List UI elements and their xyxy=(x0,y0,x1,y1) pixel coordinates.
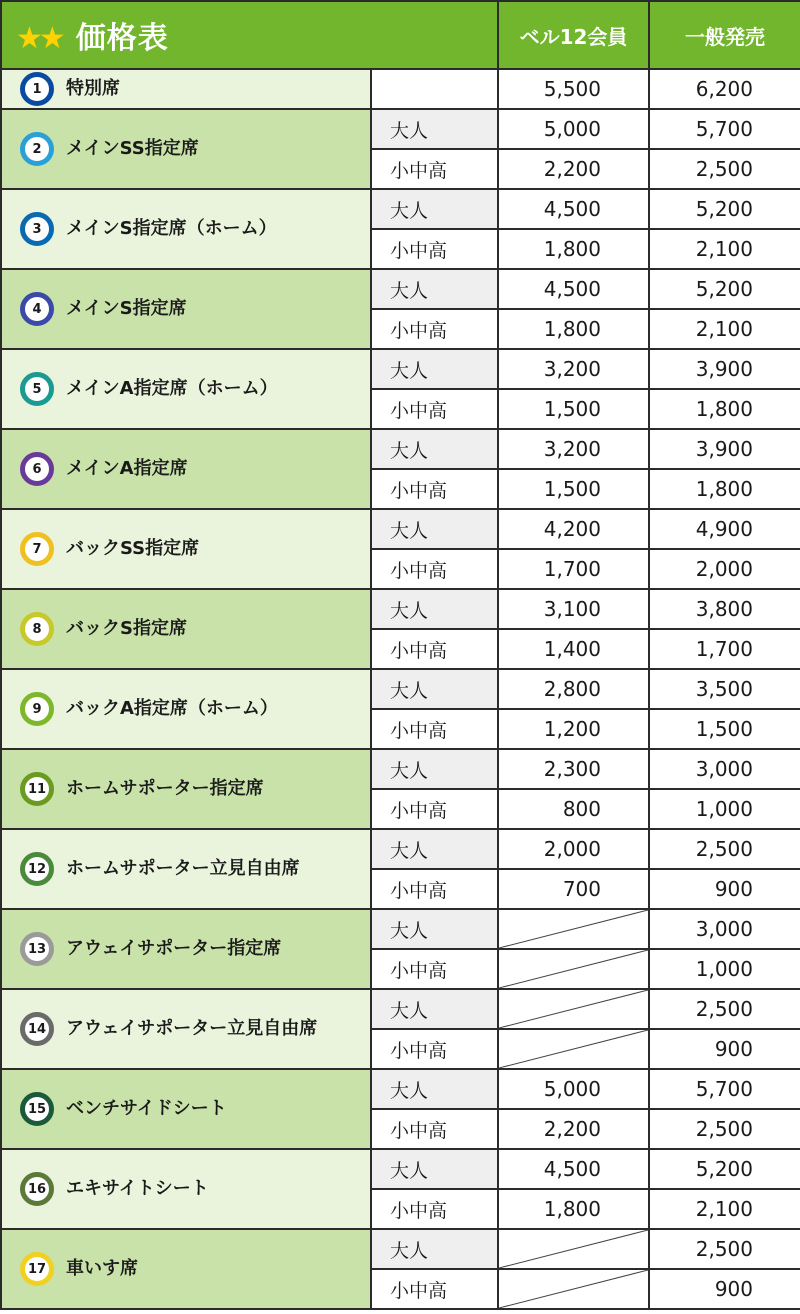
category-cell: 大人 xyxy=(371,989,498,1029)
member-price: 5,000 xyxy=(498,109,649,149)
seat-number-badge: 1 xyxy=(20,72,54,106)
general-price: 3,900 xyxy=(649,349,800,389)
table-row xyxy=(1,109,800,149)
seat-name-cell xyxy=(1,829,371,909)
general-price: 1,000 xyxy=(649,949,800,989)
seat-name-cell xyxy=(1,589,371,669)
member-price-unavailable xyxy=(498,909,649,949)
member-price: 1,800 xyxy=(498,1189,649,1229)
member-price: 5,500 xyxy=(498,69,649,109)
member-price: 3,200 xyxy=(498,429,649,469)
category-cell: 小中高 xyxy=(371,309,498,349)
general-price: 3,000 xyxy=(649,749,800,789)
seat-name: アウェイサポーター立見自由席 xyxy=(66,1018,318,1039)
seat-number-badge: 16 xyxy=(20,1172,54,1206)
category-cell: 大人 xyxy=(371,1229,498,1269)
seat-name: メインSS指定席 xyxy=(66,138,199,159)
general-price: 3,000 xyxy=(649,909,800,949)
member-price-unavailable xyxy=(498,949,649,989)
table-row xyxy=(1,269,800,309)
category-cell: 小中高 xyxy=(371,629,498,669)
seat-name-cell xyxy=(1,669,371,749)
seat-name: エキサイトシート xyxy=(66,1178,209,1199)
seat-name: ベンチサイドシート xyxy=(66,1098,227,1119)
seat-name-cell xyxy=(1,1229,371,1309)
member-price: 800 xyxy=(498,789,649,829)
category-cell: 小中高 xyxy=(371,949,498,989)
member-price-unavailable xyxy=(498,1029,649,1069)
member-price-unavailable xyxy=(498,1229,649,1269)
general-price: 5,200 xyxy=(649,269,800,309)
seat-number-badge: 11 xyxy=(20,772,54,806)
member-price: 4,200 xyxy=(498,509,649,549)
table-row xyxy=(1,829,800,869)
member-price-unavailable xyxy=(498,989,649,1029)
general-price: 2,500 xyxy=(649,829,800,869)
member-price-header: ベル12会員 xyxy=(498,1,649,69)
seat-name-cell xyxy=(1,1149,371,1229)
category-cell: 小中高 xyxy=(371,1029,498,1069)
category-cell: 大人 xyxy=(371,749,498,789)
general-price: 900 xyxy=(649,1029,800,1069)
not-available-slash xyxy=(499,950,648,988)
table-row xyxy=(1,1229,800,1269)
member-price: 2,800 xyxy=(498,669,649,709)
star-icon: ★★ xyxy=(16,21,62,56)
table-row xyxy=(1,349,800,389)
general-price: 1,000 xyxy=(649,789,800,829)
table-row xyxy=(1,69,800,109)
category-cell: 大人 xyxy=(371,909,498,949)
member-price-unavailable xyxy=(498,1269,649,1309)
category-cell: 小中高 xyxy=(371,1109,498,1149)
general-price: 900 xyxy=(649,1269,800,1309)
not-available-slash xyxy=(499,910,648,948)
member-price: 1,700 xyxy=(498,549,649,589)
seat-name: アウェイサポーター指定席 xyxy=(66,938,282,959)
member-price: 2,200 xyxy=(498,1109,649,1149)
seat-number-badge: 14 xyxy=(20,1012,54,1046)
seat-name: バックSS指定席 xyxy=(66,538,200,559)
member-price: 5,000 xyxy=(498,1069,649,1109)
general-price: 2,500 xyxy=(649,1109,800,1149)
table-row xyxy=(1,909,800,949)
category-cell: 小中高 xyxy=(371,1269,498,1309)
category-cell: 小中高 xyxy=(371,869,498,909)
general-price: 6,200 xyxy=(649,69,800,109)
seat-name: メインS指定席（ホーム） xyxy=(66,218,277,239)
seat-name: メインS指定席 xyxy=(66,298,187,319)
category-cell: 大人 xyxy=(371,589,498,629)
not-available-slash xyxy=(499,1230,648,1268)
table-row xyxy=(1,589,800,629)
category-cell: 大人 xyxy=(371,1149,498,1189)
category-cell: 大人 xyxy=(371,189,498,229)
general-price: 2,100 xyxy=(649,1189,800,1229)
seat-number-badge: 13 xyxy=(20,932,54,966)
general-price: 2,500 xyxy=(649,1229,800,1269)
category-cell: 大人 xyxy=(371,429,498,469)
category-cell: 小中高 xyxy=(371,469,498,509)
category-cell: 小中高 xyxy=(371,149,498,189)
table-row xyxy=(1,429,800,469)
category-cell: 大人 xyxy=(371,669,498,709)
member-price: 1,400 xyxy=(498,629,649,669)
category-cell: 大人 xyxy=(371,269,498,309)
table-row xyxy=(1,1069,800,1109)
member-price: 1,200 xyxy=(498,709,649,749)
seat-number-badge: 9 xyxy=(20,692,54,726)
seat-name-cell xyxy=(1,749,371,829)
member-price: 1,500 xyxy=(498,389,649,429)
seat-number-badge: 12 xyxy=(20,852,54,886)
table-title: 価格表 xyxy=(75,21,169,56)
seat-name-cell xyxy=(1,909,371,989)
general-price: 5,200 xyxy=(649,1149,800,1189)
table-row xyxy=(1,749,800,789)
general-price: 2,100 xyxy=(649,229,800,269)
seat-number-badge: 5 xyxy=(20,372,54,406)
seat-number-badge: 2 xyxy=(20,132,54,166)
general-price: 900 xyxy=(649,869,800,909)
member-price: 4,500 xyxy=(498,269,649,309)
general-price: 2,500 xyxy=(649,989,800,1029)
general-price: 1,700 xyxy=(649,629,800,669)
seat-number-badge: 6 xyxy=(20,452,54,486)
category-cell: 小中高 xyxy=(371,549,498,589)
seat-name: バックA指定席（ホーム） xyxy=(66,698,278,719)
general-price: 3,500 xyxy=(649,669,800,709)
seat-name-cell xyxy=(1,429,371,509)
category-cell: 小中高 xyxy=(371,389,498,429)
member-price: 4,500 xyxy=(498,189,649,229)
not-available-slash xyxy=(499,990,648,1028)
general-price: 2,100 xyxy=(649,309,800,349)
category-cell: 大人 xyxy=(371,1069,498,1109)
not-available-slash xyxy=(499,1030,648,1068)
seat-name: ホームサポーター立見自由席 xyxy=(66,858,300,879)
seat-name: メインA指定席（ホーム） xyxy=(66,378,278,399)
seat-number-badge: 7 xyxy=(20,532,54,566)
table-row xyxy=(1,669,800,709)
seat-number-badge: 3 xyxy=(20,212,54,246)
seat-name-cell xyxy=(1,189,371,269)
category-cell: 小中高 xyxy=(371,229,498,269)
table-row xyxy=(1,989,800,1029)
member-price: 3,200 xyxy=(498,349,649,389)
seat-name: 車いす席 xyxy=(66,1258,138,1279)
category-cell: 小中高 xyxy=(371,789,498,829)
seat-name: ホームサポーター指定席 xyxy=(66,778,264,799)
category-cell: 小中高 xyxy=(371,1189,498,1229)
seat-name: バックS指定席 xyxy=(66,618,187,639)
seat-number-badge: 15 xyxy=(20,1092,54,1126)
table-row xyxy=(1,509,800,549)
seat-name-cell xyxy=(1,1069,371,1149)
member-price: 1,500 xyxy=(498,469,649,509)
member-price: 3,100 xyxy=(498,589,649,629)
general-price-header: 一般発売 xyxy=(649,1,800,69)
general-price: 5,200 xyxy=(649,189,800,229)
general-price: 2,500 xyxy=(649,149,800,189)
table-title-cell xyxy=(1,1,498,69)
general-price: 5,700 xyxy=(649,109,800,149)
category-cell: 大人 xyxy=(371,509,498,549)
seat-name-cell xyxy=(1,509,371,589)
member-price: 1,800 xyxy=(498,309,649,349)
category-cell: 小中高 xyxy=(371,709,498,749)
seat-number-badge: 8 xyxy=(20,612,54,646)
member-price: 1,800 xyxy=(498,229,649,269)
general-price: 1,500 xyxy=(649,709,800,749)
general-price: 1,800 xyxy=(649,389,800,429)
member-price: 4,500 xyxy=(498,1149,649,1189)
general-price: 3,800 xyxy=(649,589,800,629)
header-row xyxy=(1,1,800,69)
member-price: 2,000 xyxy=(498,829,649,869)
seat-name-cell xyxy=(1,349,371,429)
seat-name-cell xyxy=(1,109,371,189)
not-available-slash xyxy=(499,1270,648,1308)
category-cell xyxy=(371,69,498,109)
seat-number-badge: 17 xyxy=(20,1252,54,1286)
general-price: 2,000 xyxy=(649,549,800,589)
general-price: 1,800 xyxy=(649,469,800,509)
seat-name: 特別席 xyxy=(66,78,120,99)
seat-name: メインA指定席 xyxy=(66,458,188,479)
member-price: 2,200 xyxy=(498,149,649,189)
member-price: 2,300 xyxy=(498,749,649,789)
table-row xyxy=(1,1149,800,1189)
general-price: 3,900 xyxy=(649,429,800,469)
seat-name-cell xyxy=(1,989,371,1069)
general-price: 5,700 xyxy=(649,1069,800,1109)
general-price: 4,900 xyxy=(649,509,800,549)
seat-name-cell xyxy=(1,269,371,349)
category-cell: 大人 xyxy=(371,109,498,149)
seat-name-cell xyxy=(1,69,371,109)
category-cell: 大人 xyxy=(371,829,498,869)
seat-number-badge: 4 xyxy=(20,292,54,326)
category-cell: 大人 xyxy=(371,349,498,389)
member-price: 700 xyxy=(498,869,649,909)
table-row xyxy=(1,189,800,229)
